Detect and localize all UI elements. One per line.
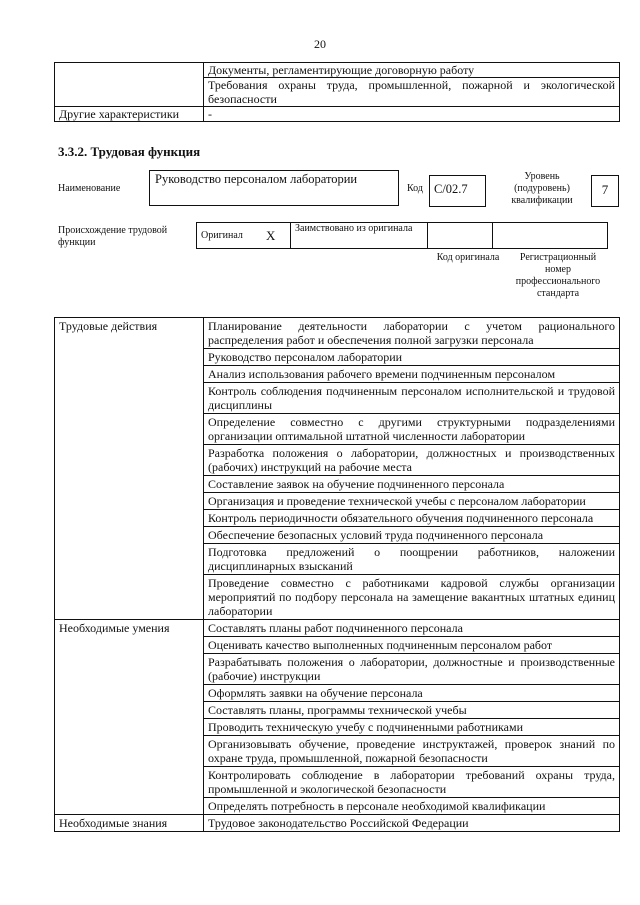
section-category: Необходимые знания — [55, 815, 204, 832]
original-code-label: Код оригинала — [436, 252, 500, 263]
section-item: Оформлять заявки на обучение персонала — [204, 685, 620, 702]
section-item: Организация и проведение технической учебы с персоналом лаборатории — [204, 493, 620, 510]
section-category: Необходимые умения — [55, 620, 204, 815]
section-item: Организовывать обучение, проведение инструктажей, проверок знаний по охране труда, промышленной, пожарной безопасности — [204, 736, 620, 767]
section-item: Разрабатывать положения о лаборатории, должностные и производственные (рабочие) инструкции — [204, 654, 620, 685]
table-cell: Другие характеристики — [55, 107, 204, 122]
table-row — [55, 107, 620, 122]
section-item: Анализ использования рабочего времени подчиненным персоналом — [204, 366, 620, 383]
reg-number-cell — [493, 223, 608, 249]
section-item: Разработка положения о лаборатории, должностных и производственных (рабочих) инструкций на рабочие места — [204, 445, 620, 476]
section-item: Определение совместно с другими структурными подразделениями организации оптимальной штатной численности лаборатории — [204, 414, 620, 445]
section-item: Трудовое законодательство Российской Федерации — [204, 815, 620, 832]
section-item: Составлять планы работ подчиненного персонала — [204, 620, 620, 637]
section-item: Руководство персоналом лаборатории — [204, 349, 620, 366]
borrowed-label: Заимствовано из оригинала — [291, 223, 428, 249]
table-cell — [55, 63, 204, 107]
table-row — [55, 318, 620, 349]
section-item: Составление заявок на обучение подчиненного персонала — [204, 476, 620, 493]
origin-label: Происхождение трудовой функции — [58, 225, 168, 248]
table-cell: Требования охраны труда, промышленной, пожарной и экологической безопасности — [204, 78, 620, 107]
section-item: Контроль периодичности обязательного обучения подчиненного персонала — [204, 510, 620, 527]
top-continuation-table — [54, 62, 620, 122]
section-category: Трудовые действия — [55, 318, 204, 620]
section-item: Проведение совместно с работниками кадровой службы организации мероприятий по подбору персонала на замещение вакантных штатных единиц лаборатории — [204, 575, 620, 620]
table-row — [55, 620, 620, 637]
section-item: Подготовка предложений о поощрении работников, наложении дисциплинарных взысканий — [204, 544, 620, 575]
section-item: Проводить техническую учебу с подчиненными работниками — [204, 719, 620, 736]
section-item: Составлять планы, программы технической учебы — [204, 702, 620, 719]
section-item: Оценивать качество выполненных подчиненным персоналом работ — [204, 637, 620, 654]
code-label: Код — [407, 183, 423, 194]
function-name-box: Руководство персоналом лаборатории — [149, 170, 399, 206]
section-item: Планирование деятельности лаборатории с учетом рационального распределения работ и обеспечения полной загрузки персонала — [204, 318, 620, 349]
table-cell: Документы, регламентирующие договорную работу — [204, 63, 620, 78]
origin-table — [196, 222, 608, 249]
page-number: 20 — [314, 37, 326, 51]
section-item: Контролировать соблюдение в лаборатории требований охраны труда, промышленной и экологической безопасности — [204, 767, 620, 798]
labor-function-table — [54, 317, 620, 832]
code-box: С/02.7 — [429, 175, 486, 207]
name-label: Наименование — [58, 183, 121, 194]
table-cell: - — [204, 107, 620, 122]
original-label: Оригинал — [197, 223, 263, 249]
level-label: Уровень (подуровень) квалификации — [511, 171, 573, 206]
level-box: 7 — [591, 175, 619, 207]
table-row — [55, 815, 620, 832]
reg-number-label: Регистрационный номер профессионального стандарта — [515, 252, 601, 299]
table-row — [55, 63, 620, 78]
original-code-cell — [428, 223, 493, 249]
section-item: Обеспечение безопасных условий труда подчиненного персонала — [204, 527, 620, 544]
section-item: Контроль соблюдения подчиненным персоналом исполнительской и трудовой дисциплины — [204, 383, 620, 414]
original-mark: X — [262, 223, 291, 249]
section-item: Определять потребность в персонале необходимой квалификации — [204, 798, 620, 815]
table-row — [197, 223, 608, 249]
section-title: 3.3.2. Трудовая функция — [58, 144, 201, 159]
